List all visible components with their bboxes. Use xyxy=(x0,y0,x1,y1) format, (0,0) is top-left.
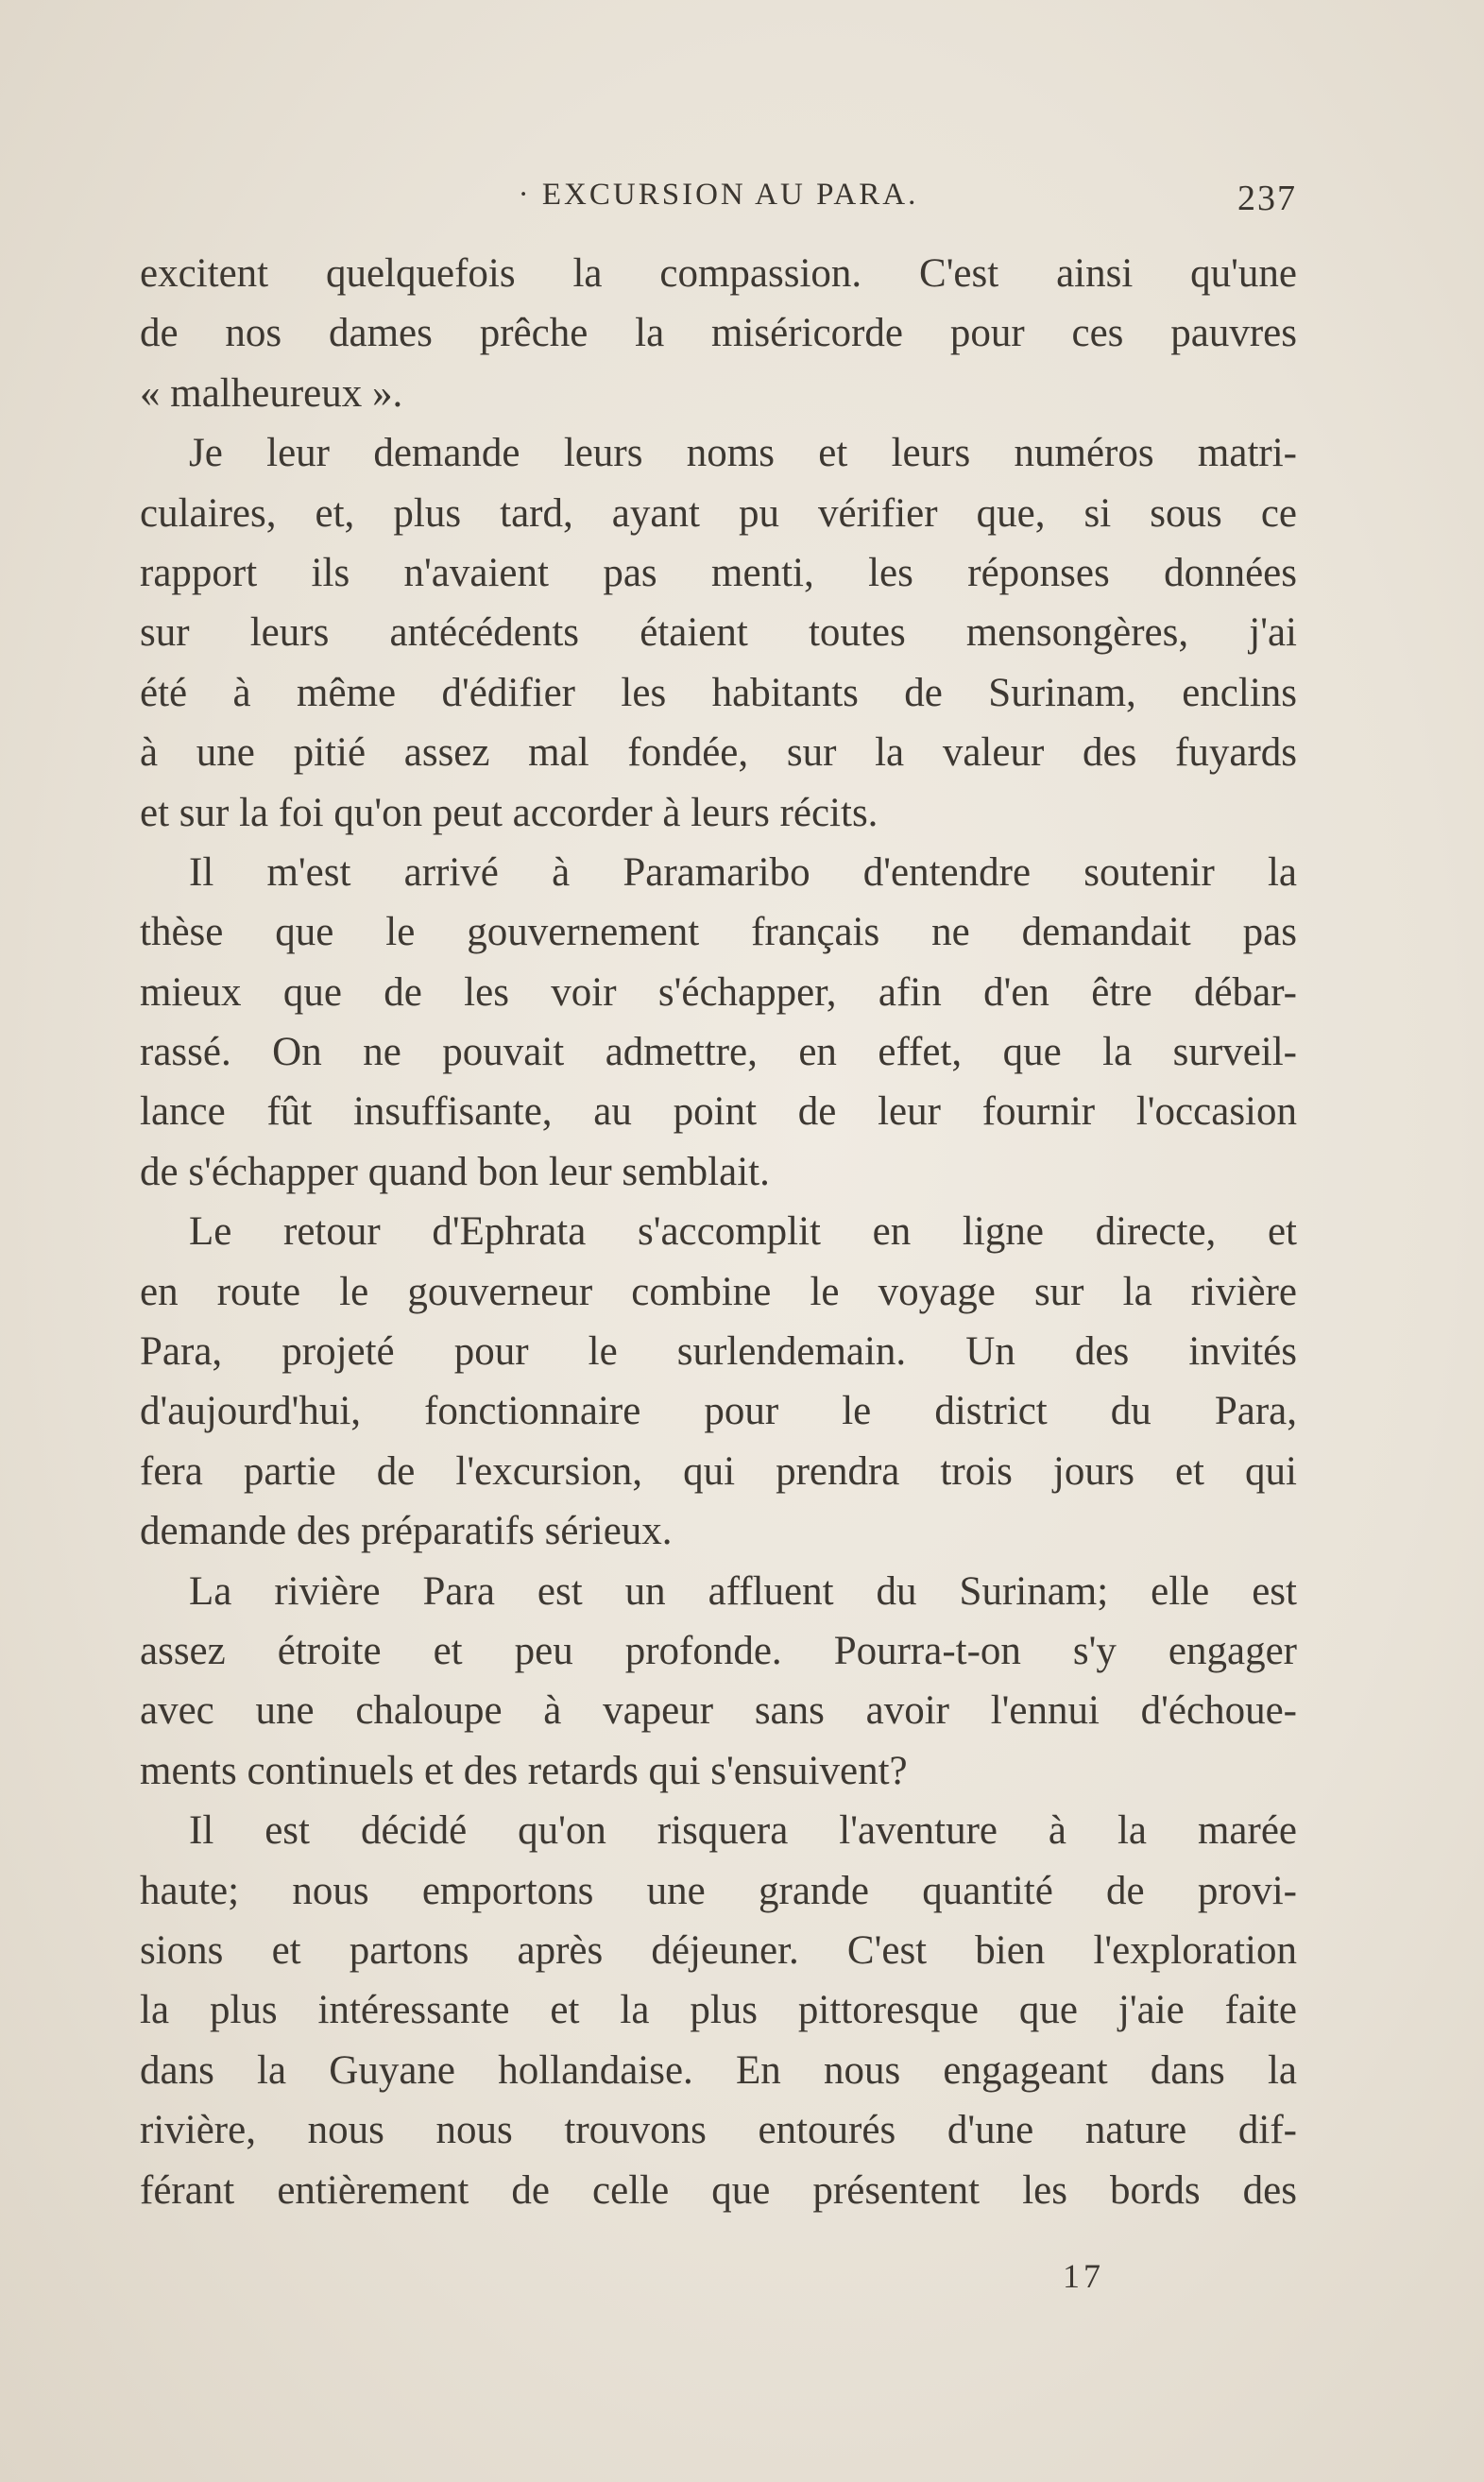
text-line: sur leurs antécédents étaient toutes mensongères, j'ai xyxy=(140,610,1297,656)
text-line: culaires, et, plus tard, ayant pu vérifier que, si sous ce xyxy=(140,490,1297,536)
text-line: Para, projeté pour le surlendemain. Un des invités xyxy=(140,1329,1297,1375)
text-line: demande des préparatifs sérieux. xyxy=(140,1509,673,1554)
text-line: et sur la foi qu'on peut accorder à leurs récits. xyxy=(140,790,878,835)
signature-mark: 17 xyxy=(1063,2257,1104,2295)
text-line: de nos dames prêche la miséricorde pour ces pauvres xyxy=(140,311,1297,356)
text-line: sions et partons après déjeuner. C'est bien l'exploration xyxy=(140,1927,1297,1973)
text-line: en route le gouverneur combine le voyage sur la rivière xyxy=(140,1269,1297,1314)
text-line: assez étroite et peu profonde. Pourra-t-on s'y engager xyxy=(140,1628,1297,1673)
text-line: fera partie de l'excursion, qui prendra trois jours et qui xyxy=(140,1448,1297,1494)
text-line: avec une chaloupe à vapeur sans avoir l'ennui d'échoue- xyxy=(140,1688,1297,1734)
text-line: été à même d'édifier les habitants de Surinam, enclins xyxy=(140,670,1297,715)
text-line: rivière, nous nous trouvons entourés d'une nature dif- xyxy=(140,2108,1297,2153)
paragraph-first-line: Il m'est arrivé à Paramaribo d'entendre soutenir la xyxy=(189,849,1297,895)
text-line: la plus intéressante et la plus pittoresque que j'aie faite xyxy=(140,1988,1297,2033)
text-line: de s'échapper quand bon leur semblait. xyxy=(140,1149,770,1194)
paragraph-first-line: Il est décidé qu'on risquera l'aventure à la marée xyxy=(189,1808,1297,1854)
text-line: thèse que le gouvernement français ne demandait pas xyxy=(140,910,1297,955)
page-header xyxy=(140,178,1297,225)
text-line: mieux que de les voir s'échapper, afin d'en être débar- xyxy=(140,969,1297,1015)
text-line: férant entièrement de celle que présentent les bords des xyxy=(140,2167,1297,2213)
text-line: haute; nous emportons une grande quantité de provi- xyxy=(140,1868,1297,1913)
text-line: rapport ils n'avaient pas menti, les réponses données xyxy=(140,550,1297,595)
running-title: · EXCURSION AU PARA. xyxy=(518,178,919,212)
text-line: d'aujourd'hui, fonctionnaire pour le district du Para, xyxy=(140,1389,1297,1434)
page-number: 237 xyxy=(1237,179,1297,218)
text-line: à une pitié assez mal fondée, sur la valeur des fuyards xyxy=(140,730,1297,776)
text-line: dans la Guyane hollandaise. En nous engageant dans la xyxy=(140,2047,1297,2093)
paragraph-first-line: Je leur demande leurs noms et leurs numéros matri- xyxy=(189,431,1297,476)
paragraph-first-line: Le retour d'Ephrata s'accomplit en ligne directe, et xyxy=(189,1209,1297,1255)
text-line: « malheureux ». xyxy=(140,370,403,416)
text-line: excitent quelquefois la compassion. C'est ainsi qu'une xyxy=(140,251,1297,296)
text-line: lance fût insuffisante, au point de leur fournir l'occasion xyxy=(140,1089,1297,1135)
paragraph-first-line: La rivière Para est un affluent du Surinam; elle est xyxy=(189,1568,1297,1614)
body-text xyxy=(140,244,1297,2220)
text-line: ments continuels et des retards qui s'ensuivent? xyxy=(140,1748,908,1793)
text-line: rassé. On ne pouvait admettre, en effet, que la surveil- xyxy=(140,1030,1297,1075)
